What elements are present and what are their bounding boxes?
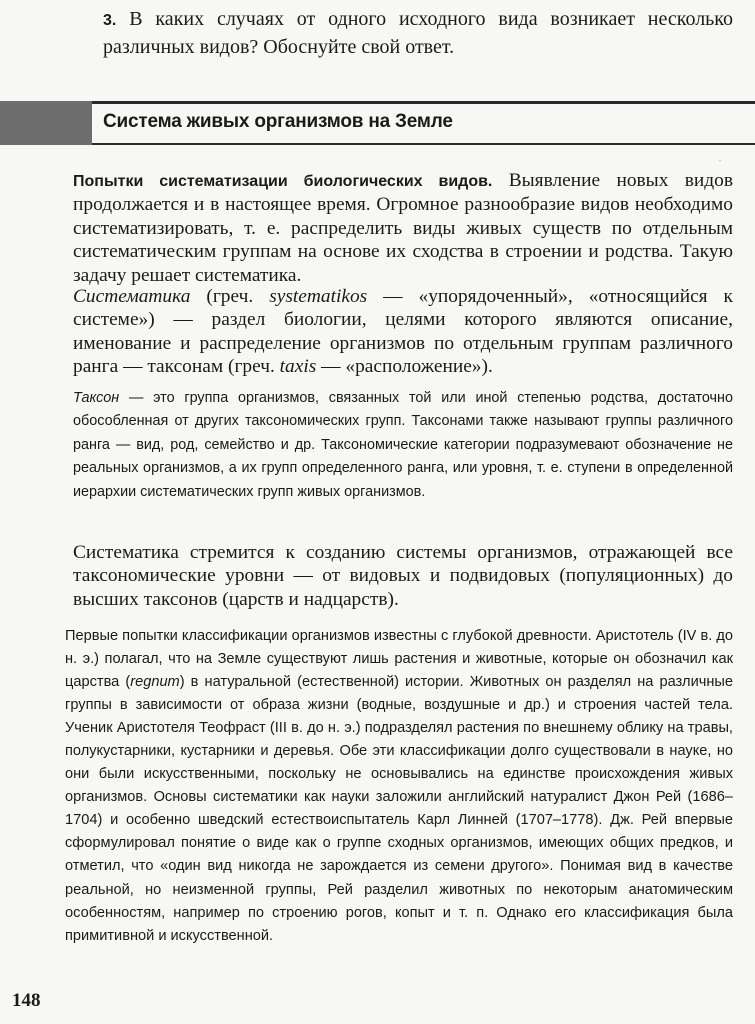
question-text: В каких случаях от одного исходного вида возникает несколько различных видов? Обоснуйте свой ответ. <box>103 8 734 58</box>
definition-part: — «расположение»). <box>316 356 493 378</box>
section-title: Система живых организмов на Земле <box>103 111 453 132</box>
history-text: ) в натуральной (естественной) истории. Животных он разделял на различные группы в зависимости от образа жизни (водные, воздушные и др.) и строения частей тела. Ученик Аристотеля Теофраст (III в. до н. э.) подразделял растения по внешнему облику на травы, полукустарники, кустарники и деревья. Обе эти классификации долго существовали в науке, но они были искусственными, поскольку не основывались на единстве происхождения живых организмов. Основы систематики как науки заложили английский натуралист Джон Рей (1686–1704) и особенно шведский естествоиспытатель Карл Линней (1707–1778). Дж. Рей впервые сформулировал понятие о виде как о группе сходных организмов, имеющих общих предков, и отметил, что «один вид никогда не зарождается из семени другого». Понимая вид в качестве реальной, но неизменной группы, Рей разделил животных по некоторым анатомическим особенностям, например по строению рогов, копыт и т. п. Однако его классификация была примитивной и искусственной. <box>65 674 733 944</box>
definition-part: — «упорядоченный», «относящийся к системе») — раздел биологии, целями которого являются описание, именование и распределение организмов по отдельным группам различного ранга — таксонам (греч. <box>73 286 733 378</box>
taxon-term: Таксон <box>73 390 120 406</box>
definition-part: (греч. <box>190 286 270 307</box>
taxon-definition-box <box>73 387 733 504</box>
question-number: 3. <box>103 12 117 29</box>
definition-greek-word: taxis <box>279 356 317 378</box>
section-header-marker <box>0 101 92 145</box>
page-number: 148 <box>12 990 41 1011</box>
intro-text: Выявление новых видов продолжается и в настоящее время. Огромное разнообразие видов необходимо систематизировать, т. е. распределить виды живых существ по отдельным систематическим группам на основе их сходства в строении и родства. Такую задачу решает систематика. <box>73 170 733 286</box>
taxon-text: — это группа организмов, связанных той или иной степенью родства, достаточно обособленная от других таксономических групп. Таксонами также называют группы различного ранга — вид, род, семейство и др. Таксономические категории подразумевают обозначение не реальных организмов, а их групп определенного ранга, или уровня, т. е. ступени в определенной иерархии систематических групп живых организмов. <box>73 390 733 500</box>
section-rule-top <box>92 101 755 104</box>
definition-term: Систематика <box>73 286 191 307</box>
page-mark: · <box>718 153 722 167</box>
definition-greek-word: systematikos <box>269 286 368 307</box>
definition-paragraph <box>73 285 733 379</box>
intro-paragraph <box>73 169 733 287</box>
regnum-term: regnum <box>130 674 180 691</box>
section-rule-bottom <box>92 143 755 145</box>
section-header <box>0 101 755 147</box>
history-box <box>65 625 733 948</box>
history-text: Первые попытки классификации организмов известны с глубокой древности. Аристотель (IV в. до н. э.) полагал, что на Земле существуют лишь растения и животные, которые он обозначил как царства ( <box>65 628 733 691</box>
review-question <box>103 6 733 61</box>
intro-lead: Попытки систематизации биологических видов. <box>73 173 493 190</box>
system-paragraph: Систематика стремится к созданию системы организмов, отражающей все таксономические уровни — от видовых и подвидовых (популяционных) до высших таксонов (царств и надцарств). <box>73 542 733 610</box>
